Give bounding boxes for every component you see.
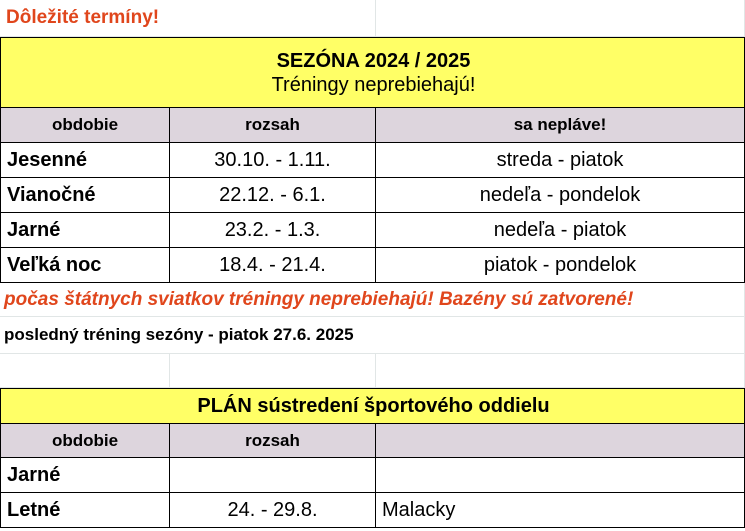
- column-header-rozsah[interactable]: [170, 424, 376, 458]
- range-cell[interactable]: [170, 143, 376, 178]
- column-header-obdobie[interactable]: [0, 424, 170, 458]
- camps-column-headers: [0, 424, 745, 458]
- range-value: 22.12. - 6.1.: [219, 183, 326, 206]
- last-training-cell[interactable]: [0, 317, 745, 354]
- last-training-row: [0, 317, 745, 354]
- warning-cell[interactable]: [0, 283, 745, 317]
- range-cell[interactable]: [170, 178, 376, 213]
- cell[interactable]: [170, 354, 376, 388]
- period-cell[interactable]: [0, 248, 170, 283]
- place-cell[interactable]: [376, 458, 745, 493]
- range-value: 23.2. - 1.3.: [224, 218, 321, 241]
- column-header-label: rozsah: [245, 115, 300, 134]
- range-cell[interactable]: [170, 493, 376, 528]
- cell[interactable]: [376, 0, 745, 37]
- column-header-label: rozsah: [245, 430, 300, 450]
- days-cell[interactable]: [376, 143, 745, 178]
- table-row: [0, 493, 745, 528]
- period-cell[interactable]: [0, 143, 170, 178]
- column-header-label: obdobie: [51, 115, 119, 134]
- column-header-blank[interactable]: [376, 424, 745, 458]
- days-value: nedeľa - pondelok: [479, 183, 641, 206]
- table-row: [0, 178, 745, 213]
- camps-header: [0, 388, 745, 424]
- camps-heading: PLÁN sústredení športového oddielu: [197, 395, 550, 417]
- table-row: [0, 248, 745, 283]
- days-value: nedeľa - piatok: [493, 218, 627, 241]
- season-header: [0, 37, 745, 108]
- period-label: Jarné: [7, 218, 61, 241]
- place-cell[interactable]: [376, 493, 745, 528]
- days-cell[interactable]: [376, 213, 745, 248]
- camps-header-cell[interactable]: [1, 389, 745, 423]
- period-cell[interactable]: [0, 493, 170, 528]
- period-label: Letné: [7, 498, 61, 521]
- period-cell[interactable]: [0, 178, 170, 213]
- place-value: Malacky: [382, 498, 456, 521]
- title-row: [0, 0, 745, 37]
- warning-row: [0, 283, 745, 317]
- column-header-obdobie[interactable]: [0, 108, 170, 143]
- range-value: 30.10. - 1.11.: [214, 148, 331, 171]
- page-title: Dôležité termíny!: [6, 7, 160, 28]
- days-cell[interactable]: [376, 178, 745, 213]
- table-row: [0, 213, 745, 248]
- range-cell[interactable]: [170, 248, 376, 283]
- period-cell[interactable]: [0, 458, 170, 493]
- column-header-label: sa neplávе!: [513, 115, 607, 134]
- season-header-cell[interactable]: [1, 38, 745, 107]
- range-cell[interactable]: [170, 458, 376, 493]
- holiday-warning: počas štátnych sviatkov tréningy neprebiehajú! Bazény sú zatvorené!: [4, 288, 634, 310]
- column-header-label: obdobie: [51, 430, 119, 450]
- cell[interactable]: [0, 354, 170, 388]
- period-label: Veľká noc: [7, 253, 102, 276]
- range-value: 24. - 29.8.: [227, 498, 318, 521]
- days-value: streda - piatok: [496, 148, 624, 171]
- season-heading: SEZÓNA 2024 / 2025: [276, 49, 471, 72]
- period-label: Vianočné: [7, 183, 96, 206]
- period-label: Jarné: [7, 463, 61, 486]
- cell[interactable]: [0, 0, 376, 37]
- range-cell[interactable]: [170, 213, 376, 248]
- table-row: [0, 458, 745, 493]
- season-subheading: Tréningy neprebiehajú!: [271, 73, 476, 96]
- days-cell[interactable]: [376, 248, 745, 283]
- last-training-note: posledný tréning sezóny - piatok 27.6. 2025: [4, 325, 354, 344]
- days-value: piatok - pondelok: [483, 253, 637, 276]
- table-row: [0, 143, 745, 178]
- season-column-headers: [0, 108, 745, 143]
- range-value: 18.4. - 21.4.: [219, 253, 326, 276]
- column-header-rozsah[interactable]: [170, 108, 376, 143]
- cell[interactable]: [376, 354, 745, 388]
- empty-row: [0, 354, 745, 388]
- column-header-sa-neplave[interactable]: [376, 108, 745, 143]
- period-cell[interactable]: [0, 213, 170, 248]
- period-label: Jesenné: [7, 148, 88, 171]
